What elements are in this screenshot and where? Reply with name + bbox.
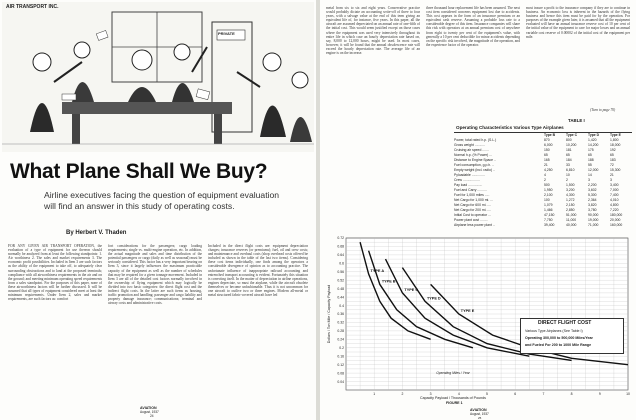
table-cell: 500 — [544, 183, 550, 187]
table-cell: 65 — [566, 153, 570, 157]
table-cell: 1,466 — [544, 208, 553, 212]
table-header-row — [454, 133, 630, 138]
chart-subtitle-1: Various Type Airplanes (See Table I) — [525, 329, 583, 333]
table-row-label: Fuel for 1,000 miles ..... — [454, 193, 490, 197]
table-row — [454, 183, 630, 188]
table-cell: 2,100 — [544, 193, 553, 197]
chart-title: DIRECT FLIGHT COST — [538, 320, 592, 326]
chart-y-tick-label: 0.36 — [337, 312, 344, 317]
table-cell: 1,079 — [544, 203, 553, 207]
table-cell: 5,300 — [588, 193, 597, 197]
chart-x-tick-label: 10 — [626, 392, 630, 396]
table-row — [454, 163, 630, 168]
chart-y-tick-label: 0.28 — [337, 329, 344, 334]
table-cell: 10,200 — [566, 143, 577, 147]
footer-magazine: AVIATION — [140, 406, 157, 410]
table-cell: 14 — [588, 173, 592, 177]
table-row — [454, 153, 630, 158]
table-row — [454, 138, 630, 143]
table-row-label: Fuel and Carry .......... — [454, 188, 487, 192]
table-cell: 19,000 — [588, 218, 599, 222]
chart-x-tick-label: 3 — [429, 392, 432, 396]
chart-y-tick-label: 0.4 — [339, 303, 344, 308]
chart-y-tick-label: 0.32 — [337, 320, 344, 325]
table-row — [454, 148, 630, 153]
chart-series-label: TYPE A — [370, 268, 385, 273]
table-row — [454, 223, 630, 228]
table-cell: 40,000 — [566, 223, 577, 227]
chart-y-tick-label: 0.24 — [337, 337, 344, 342]
table-row-label: Net Cargo for 600 mi. .... — [454, 203, 492, 207]
table-cell: 175 — [588, 148, 594, 152]
chart-annotation: Operating Miles / Year — [436, 371, 470, 376]
table-cell: 4 — [544, 173, 546, 177]
page-number: 25 — [478, 416, 482, 420]
footer-magazine: AVIATION — [470, 408, 487, 412]
table-row — [454, 168, 630, 173]
chart-y-tick-label: 0.68 — [337, 244, 344, 249]
page-number: 24 — [150, 414, 154, 418]
table-row-label: Net Cargo for 1,000 mi. ... — [454, 198, 494, 202]
chart-y-tick-label: 0.04 — [337, 379, 344, 384]
table-cell: 3 — [588, 178, 590, 182]
table-cell: 4,010 — [610, 198, 619, 202]
table-cell: 2,850 — [566, 208, 575, 212]
table-row-label: Power plant cost ........ — [454, 218, 488, 222]
table-cell: 51,000 — [566, 213, 577, 217]
chart-x-tick-label: 8 — [570, 392, 573, 396]
chart-y-tick-label: 0.16 — [337, 354, 344, 359]
table-cell: 3,602 — [588, 188, 597, 192]
table-cell: 183 — [610, 158, 616, 162]
table-row — [454, 203, 630, 208]
table-cell: 90,000 — [588, 213, 599, 217]
table-row — [454, 208, 630, 213]
article-headline: What Plane Shall We Buy? — [10, 160, 268, 183]
table-row — [454, 188, 630, 193]
body-column-5: three thousand hour replacement life has been assumed. The next cost item considered concerns equipment lost due to accidents. This cost appears in the form of an insurance premium or an equivalent cash reserve. Assuming a probable loss rate to a considerable degree of this item. Insurance companies will share this risk with operators at an annual premium cost of anywhere from eight to twenty per cent of the equipment's value, with generally a 10 per cent deductible for minor accidents depending on the specific risk involved, the magnitude of the operation, and the experience factor of the operator. — [426, 6, 520, 47]
table-cell: 21 — [544, 163, 548, 167]
body-column-6: most insure a profit to the insurance company if they are to continue in business. An economic loss is inherent in the hazards of the flying business and hence this item must be paid for by the operation. For purposes of the example given later, it is assumed that all the equipment evaluated will have an annual insurance reserve cost of 10 per cent of the initial value of the equipment to care for major losses and an annual variable cost reserve of 0.00002 of the initial cost of the equipment per mile. — [526, 6, 630, 39]
table-cell: 20,000 — [610, 218, 621, 222]
chart-series-label: TYPE D — [426, 296, 441, 301]
table-header-cell: Type D — [588, 133, 600, 137]
table-cell: 4,300 — [566, 193, 575, 197]
table-cell: 184 — [566, 158, 572, 162]
chart-y-tick-label: 0.56 — [337, 269, 344, 274]
cartoon-label: AIR TRANSPORT INC. — [6, 4, 59, 10]
table-label: TABLE I — [568, 118, 585, 123]
table-cell: 21 — [610, 173, 614, 177]
chart-x-tick-label: 6 — [514, 392, 517, 396]
table-cell: 39,400 — [544, 223, 555, 227]
table-row-label: Empty weight (incl. radio) .. — [454, 168, 495, 172]
chart-x-tick-label: 1 — [373, 392, 376, 396]
table-cell: 6,810 — [566, 168, 575, 172]
table-row — [454, 178, 630, 183]
table-cell: 3,400 — [610, 183, 619, 187]
table-header-cell: Type B — [544, 133, 556, 137]
chart-y-tick-label: 0.64 — [337, 253, 344, 258]
table-cell: 18,000 — [610, 143, 621, 147]
table-row-label: Initial Cost to operator ... — [454, 213, 491, 217]
table-cell: 188 — [588, 158, 594, 162]
left-page — [0, 0, 316, 420]
chart-y-tick-label: 0.52 — [337, 278, 344, 283]
table-cell: 2,200 — [588, 183, 597, 187]
table-cell: 71,000 — [588, 223, 599, 227]
table-title: Operating Characteristics Various Type Airplanes — [456, 125, 564, 130]
chart-subtitle-3: and Fueled For 200 to 1000 Mile Range — [525, 343, 592, 347]
chart-x-tick-label: 4 — [457, 392, 460, 396]
table-row — [454, 198, 630, 203]
table-cell: 800 — [566, 138, 572, 142]
chart-y-tick-label: 0.44 — [337, 295, 344, 300]
table-cell: 4,250 — [544, 168, 553, 172]
table-row-label: Gross weight ........... — [454, 143, 486, 147]
table-cell: 3,820 — [588, 203, 597, 207]
table-row-label: Fuel consumption, g.p.h. .. — [454, 163, 494, 167]
table-cell: 7,000 — [610, 188, 619, 192]
table-row-label: Power, total rated h.p. (S.L.) — [454, 138, 497, 142]
continued-note: (Turn to page 70) — [590, 108, 616, 112]
table-cell: 1,950 — [544, 188, 553, 192]
body-column-3: Included in the direct flight costs are: equipment depreciation charges; insurance reserves (or premiums); fuel, oil and crew costs; and maintenance and overhaul costs (shop overhead costs offered be included as shown in the table of the last two items). Considering these cost items individually, one finds among the operators a considerable divergence of opinion as to accounting practice. The unfortunate influence of inappropriate railroad accounting and entrenched transport accounting is evident. Fortunately this situation is correcting itself. In the matter of depreciation in airline operations, engines depreciate, so must the airplane, while the aircraft obsolete themselves or become unfashionable. Thus it is not uncommon for one aircraft to outlive two or three engines. Modern all-metal or metal structured fabric-covered aircraft have led — [208, 244, 308, 298]
chart-y-tick-label: 0.12 — [337, 362, 344, 367]
table-cell: 12,000 — [588, 168, 599, 172]
table-cell: 47,150 — [544, 213, 555, 217]
chart-y-axis-label: Dollars / Ton Mile / Capacity Payload — [327, 284, 331, 344]
table-cell: 870 — [544, 138, 550, 142]
table-cell: 10 — [566, 173, 570, 177]
table-row — [454, 218, 630, 223]
table-cell: 11,000 — [566, 218, 577, 222]
footer-date: August, 1937 — [470, 412, 489, 416]
chart-series-label: TYPE C — [404, 287, 419, 292]
table-cell: 150 — [544, 148, 550, 152]
cartoon-illustration — [2, 2, 314, 152]
table-cell: 3,780 — [588, 208, 597, 212]
table-cell: 192 — [610, 148, 616, 152]
table-cell: 180,000 — [610, 213, 623, 217]
table-cell: 1,500 — [566, 183, 575, 187]
chart-x-tick-label: 5 — [486, 392, 488, 396]
table-cell: 55 — [588, 163, 592, 167]
table-row-label: Net Cargo for 200 mi. .... — [454, 208, 492, 212]
chart-x-axis-label: Capacity Payload / Thousands of Pounds — [420, 396, 486, 400]
chart-y-tick-label: 0.2 — [339, 345, 344, 350]
table-cell: 65 — [588, 153, 592, 157]
table-row-label: Pyloadable .............. — [454, 173, 485, 177]
article-byline: By Herbert V. Thaden — [66, 230, 127, 236]
table-cell: 7,220 — [610, 208, 619, 212]
table-cell: 65 — [610, 153, 614, 157]
chart-x-tick-label: 2 — [401, 392, 404, 396]
table-cell: 3 — [610, 178, 612, 182]
table-cell: 14,200 — [588, 143, 599, 147]
table-cell: 165 — [544, 158, 550, 162]
table-row-label: Normal h.p. (% Power) ... — [454, 153, 493, 157]
body-column-1: FOR ANY GIVEN AIR TRANSPORT OPERATION, the evaluation of a type of equipment for use thereon should normally be analyzed from at least the following standpoints: 1. Air worthiness 2. The sales and market requirements 3. The economic profit possibilities. Included in Item 3 are such factors as the ability of the equipment to take off, to adequately clear surrounding obstructions and to land at the proposed terminals; compliance with all airworthiness requirements in the air and on the ground; and meeting minimum operating speed requirements from a sales standpoint. For the purposes of this paper, none of these airworthiness factors will be further discussed. It will be assumed that all types of equipment considered meet at least the minimum requirements. Under Item 2, sales and market requirements, are such factors as: comfort — [8, 244, 102, 302]
table-cell: 2,150 — [566, 203, 575, 207]
body-column-4: metal from six to six and eight years. Conservative practice would probably dictate an accounting write-off of three to four years, with a salvage value at the end of this term giving an equivalent life of, for instance, five years. In this paper, all the aircraft are assumed depreciated on an annual rate of one-fifth of the initial cost. This would seem justified except on those cases where the equipment was used very intensively throughout its entire life in which case an hourly depreciation rate based on, say, 8,000 to 12,000 hours, might be used. In most cases, however, it will be found that the annual obsolescence rate will exceed the hourly depreciation rate. The average life of an engine is on the increase. — [326, 6, 420, 56]
table-row-label: Cruising air speed ....... — [454, 148, 489, 152]
chart-x-tick-label: 9 — [598, 392, 601, 396]
table-cell: 1,420 — [588, 138, 597, 142]
chart-x-tick-label: 7 — [542, 392, 545, 396]
chart-y-tick-label: 0.08 — [337, 371, 344, 376]
table-cell: 1,272 — [566, 198, 575, 202]
table-cell: 100 — [544, 198, 550, 202]
table-cell: 7,750 — [544, 218, 553, 222]
table-cell: 181 — [566, 148, 572, 152]
footer-date: August, 1937 — [140, 410, 159, 414]
table-cell: 15,300 — [610, 168, 621, 172]
chart-y-tick-label: 0.48 — [337, 286, 344, 291]
table-cell: 4,800 — [610, 203, 619, 207]
article-deck: Airline executives facing the question of equipment evaluation will find an answer in this study of operating costs. — [44, 190, 280, 211]
chart-subtitle-2: Operating 300,000 to 500,000 Miles/Year — [525, 336, 593, 340]
table-cell: 65 — [544, 153, 548, 157]
chart-y-tick-label: 0.72 — [337, 236, 344, 241]
table-header-cell: Type C — [566, 133, 578, 137]
table-cell: 2 — [544, 178, 546, 182]
table-row — [454, 173, 630, 178]
chart-y-tick-label: 0.6 — [339, 261, 344, 266]
table-cell: 160,000 — [610, 223, 623, 227]
table-cell: 1,800 — [610, 138, 619, 142]
table-cell: 72 — [610, 163, 614, 167]
table-row-label: Crew .................. — [454, 178, 480, 182]
chart-series-label: TYPE E — [460, 309, 475, 313]
table-cell: 6,000 — [544, 143, 553, 147]
right-page — [320, 0, 636, 420]
figure-caption: FIGURE 1 — [446, 401, 463, 405]
chart-series-label: TYPE B — [381, 279, 396, 284]
table-row — [454, 213, 630, 218]
table-cell: 3,200 — [566, 188, 575, 192]
table-cell: 2 — [566, 178, 568, 182]
operating-table — [454, 133, 632, 228]
table-row-label: Pay load ............... — [454, 183, 483, 187]
table-row-label: Distance to Engine Space .. — [454, 158, 496, 162]
table-row — [454, 193, 630, 198]
table-header-cell: Type E — [610, 133, 621, 137]
cartoon-sign: PRIVATE — [218, 31, 235, 36]
table-row — [454, 143, 630, 148]
table-cell: 7,400 — [610, 193, 619, 197]
table-cell: 2,364 — [588, 198, 597, 202]
table-cell: 33 — [566, 163, 570, 167]
table-row — [454, 158, 630, 163]
body-column-2: fort considerations for the passengers; cargo loading requirements; single vs. multi-engine operation, etc. In addition, the actual magnitude and sales and time distribution of the potential passengers or cargo (daily as well as seasonal) must be seriously considered. This factor has a very important bearing on Item 3, since it largely influences the maximum practicable capacity of the equipment as well as the number of schedules that may be required for a given tonnage movement. Included in Item 3 are all of the detailed cost factors normally involved in the ownership of flying equipment which may logically be divided into two basic categories: the direct flight cost and the indirect flight costs. In the latter are such items as housing, traffic promotion and handling; passenger and cargo liability and property damage insurance; communications; terminal and airway costs and administrative costs. — [108, 244, 202, 306]
table-row-label: Airplane less power plant .. — [454, 223, 495, 227]
